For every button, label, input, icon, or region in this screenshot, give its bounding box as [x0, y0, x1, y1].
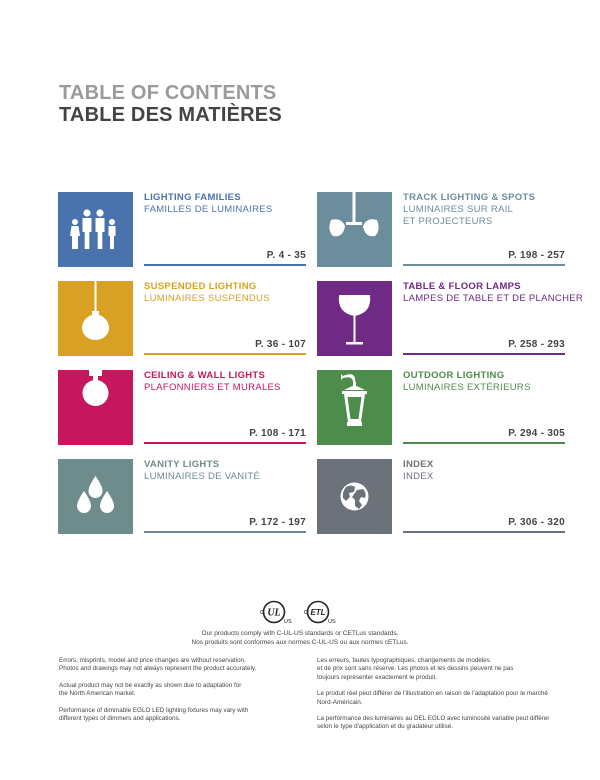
title-english: TABLE OF CONTENTS: [59, 82, 277, 104]
entry-pages: P. 306 - 320: [508, 517, 565, 528]
track-light-icon: [317, 192, 392, 267]
toc-entry-track-lighting[interactable]: [317, 192, 565, 267]
lantern-icon: [317, 370, 392, 445]
svg-text:US: US: [284, 619, 292, 625]
note-line: et de prix sont sans réserve. Les photos et les dessins peuvent ne pas: [317, 665, 514, 673]
note-line: Le produit réel peut différer de l'illustration en raison de l'adaptation pour le marché: [317, 690, 548, 698]
entry-rule: [144, 531, 306, 533]
entry-rule: [403, 353, 565, 355]
note-line: Performance of dimmable EGLO LED lighting fixtures may vary with: [59, 706, 249, 714]
entry-subtitle: LUMINAIRES SUSPENDUS: [144, 293, 270, 304]
svg-text:ETL: ETL: [310, 608, 326, 617]
entry-title: INDEX: [403, 459, 434, 470]
entry-rule: [403, 442, 565, 444]
toc-entry-outdoor-lighting[interactable]: [317, 370, 565, 445]
entry-subtitle: INDEX: [403, 471, 434, 482]
toc-entry-lighting-families[interactable]: [58, 192, 306, 267]
entry-rule: [403, 264, 565, 266]
note-line: Errors, misprints, model and price changes are without reservation.: [59, 657, 246, 664]
compliance-line-en: Our products comply with C-UL-US standards or CETLus standards.: [201, 630, 399, 637]
entry-pages: P. 172 - 197: [249, 517, 306, 528]
globe-icon: [317, 459, 392, 534]
toc-entry-index[interactable]: [317, 459, 565, 534]
compliance-statement: [0, 629, 600, 647]
entry-pages: P. 294 - 305: [508, 428, 565, 439]
entry-title: TABLE & FLOOR LAMPS: [403, 281, 521, 292]
title-french: TABLE DES MATIÈRES: [59, 104, 282, 126]
entry-subtitle: LUMINAIRES DE VANITÉ: [144, 471, 261, 482]
note-line: Photos and drawings may not always represent the product accurately.: [59, 665, 257, 673]
entry-rule: [403, 531, 565, 533]
table-lamp-icon: [317, 281, 392, 356]
entry-title: LIGHTING FAMILIES: [144, 192, 241, 203]
note-line: La performance des luminaires au DEL EGLO avec luminosité variable peut différer: [317, 715, 550, 723]
entry-subtitle: LAMPES DE TABLE ET DE PLANCHER: [403, 293, 584, 304]
entry-subtitle: LUMINAIRES SUR RAIL ET PROJECTEURS: [403, 204, 514, 227]
svg-text:UL: UL: [267, 607, 281, 619]
entry-pages: P. 36 - 107: [255, 339, 306, 350]
note-line: Nord-Américain.: [317, 698, 363, 706]
notes-french: [317, 657, 587, 732]
certification-logos: [258, 600, 348, 631]
entry-subtitle: FAMILLES DE LUMINAIRES: [144, 204, 273, 215]
entry-pages: P. 198 - 257: [508, 250, 565, 261]
compliance-line-fr: Nos produits sont conformes aux normes C-UL-US ou aux normes cETLus.: [191, 639, 409, 646]
entry-title: OUTDOOR LIGHTING: [403, 370, 505, 381]
toc-entry-table-floor-lamps[interactable]: [317, 281, 584, 356]
note-line: toujours représenter exactement le produit.: [317, 673, 438, 681]
entry-subtitle: PLAFONNIERS ET MURALES: [144, 382, 281, 393]
pendant-lamp-icon: [58, 281, 133, 356]
toc-entry-ceiling-wall-lights[interactable]: [58, 370, 306, 445]
ceiling-light-icon: [58, 370, 133, 445]
entry-rule: [144, 353, 306, 355]
svg-text:US: US: [328, 619, 336, 625]
toc-entry-vanity-lights[interactable]: [58, 459, 306, 534]
note-line: different types of dimmers and applications.: [59, 715, 181, 723]
note-line: the North American market.: [59, 690, 136, 698]
toc-entry-suspended-lighting[interactable]: [58, 281, 306, 356]
entry-rule: [144, 442, 306, 444]
note-line: Actual product may not be exactly as shown due to adaptation for: [59, 681, 242, 689]
svg-text:c: c: [260, 609, 264, 616]
entry-title: TRACK LIGHTING & SPOTS: [403, 192, 536, 203]
notes-english: [59, 657, 309, 723]
entry-title: CEILING & WALL LIGHTS: [144, 370, 266, 381]
entry-pages: P. 258 - 293: [508, 339, 565, 350]
note-line: selon le type d'application et du gradateur utilisé.: [317, 723, 453, 731]
entry-subtitle: LUMINAIRES EXTÉRIEURS: [403, 382, 531, 393]
cul-us-logo: [260, 602, 292, 626]
etl-logo: [304, 602, 336, 626]
entry-pages: P. 4 - 35: [266, 250, 306, 261]
people-icon: [58, 192, 133, 267]
entry-pages: P. 108 - 171: [249, 428, 306, 439]
entry-rule: [144, 264, 306, 266]
entry-title: SUSPENDED LIGHTING: [144, 281, 257, 292]
drops-icon: [58, 459, 133, 534]
entry-title: VANITY LIGHTS: [144, 459, 220, 470]
note-line: Les erreurs, fautes typographiques, changements de modèles: [317, 657, 490, 664]
svg-text:c: c: [304, 609, 308, 616]
